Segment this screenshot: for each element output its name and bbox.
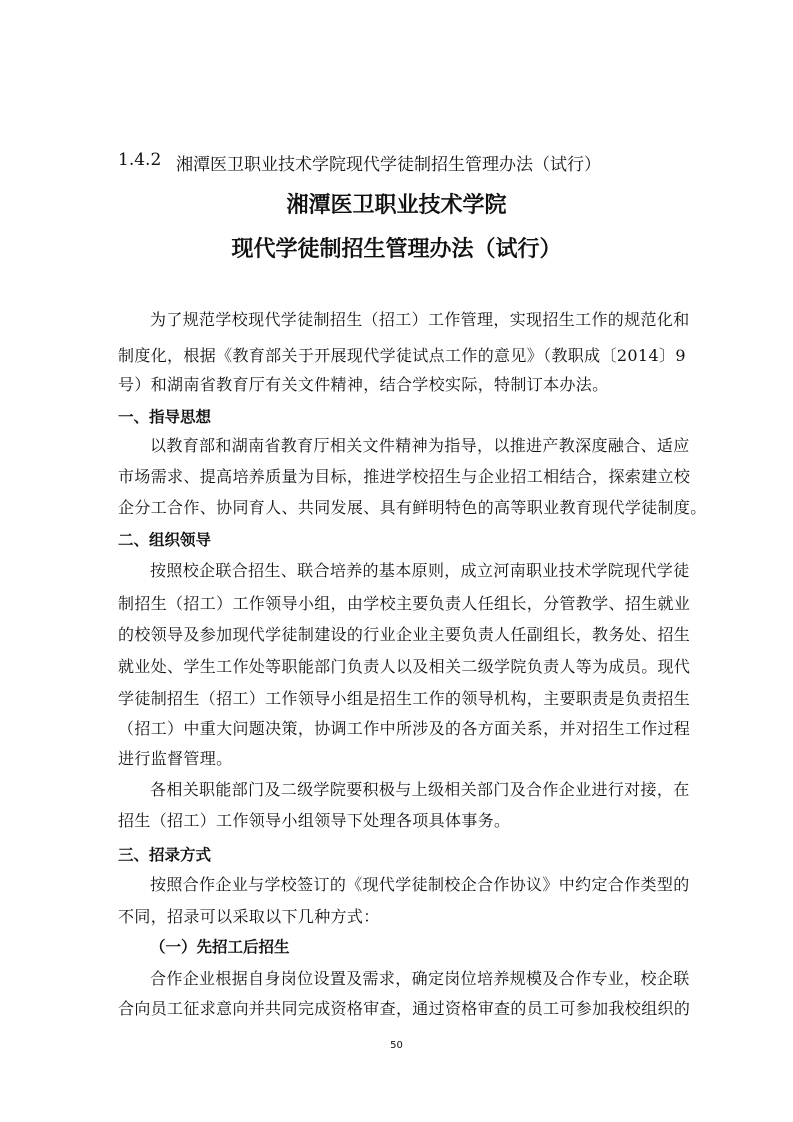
paragraph-line: 合向员工征求意向并共同完成资格审查，通过资格审查的员工可参加我校组织的	[118, 999, 691, 1018]
intro-line: 制度化，根据《教育部关于开展现代学徒试点工作的意见》（教职成〔2014〕9	[118, 346, 686, 365]
subsection-heading: （一）先招工后招生	[150, 938, 290, 956]
paragraph-line: 按照校企联合招生、联合培养的基本原则，成立河南职业技术学院现代学徒	[150, 561, 690, 580]
paragraph-line: 以教育部和湖南省教育厅相关文件精神为指导，以推进产教深度融合、适应	[150, 436, 690, 455]
section-heading-organization: 二、组织领导	[118, 531, 212, 549]
intro-line: 为了规范学校现代学徒制招生（招工）工作管理，实现招生工作的规范化和	[150, 310, 690, 329]
intro-line: 号）和湖南省教育厅有关文件精神，结合学校实际，特制订本办法。	[118, 375, 609, 394]
paragraph-line: 不同，招录可以采取以下几种方式：	[118, 907, 380, 926]
paragraph-line: 就业处、学生工作处等职能部门负责人以及相关二级学院负责人等为成员。现代	[118, 657, 691, 676]
paragraph-line: 制招生（招工）工作领导小组，由学校主要负责人任组长，分管教学、招生就业	[118, 594, 691, 613]
section-number: 1.4.2	[118, 150, 162, 170]
document-title-line-1: 湘潭医卫职业技术学院	[286, 193, 507, 218]
section-title: 湘潭医卫职业技术学院现代学徒制招生管理办法（试行）	[176, 155, 601, 175]
page-number: 50	[390, 1040, 403, 1051]
paragraph-line: 企分工合作、协同育人、共同发展、具有鲜明特色的高等职业教育现代学徒制度。	[118, 498, 707, 517]
paragraph-line: 各相关职能部门及二级学院要积极与上级相关部门及合作企业进行对接，在	[150, 780, 690, 799]
document-title-line-2: 现代学徒制招生管理办法（试行）	[231, 237, 562, 262]
section-heading-guiding-ideology: 一、指导思想	[118, 408, 212, 426]
paragraph-line: 市场需求、提高培养质量为目标，推进学校招生与企业招工相结合，探索建立校	[118, 467, 691, 486]
section-heading-admission-methods: 三、招录方式	[118, 846, 212, 864]
paragraph-line: 合作企业根据自身岗位设置及需求，确定岗位培养规模及合作专业，校企联	[150, 969, 690, 988]
paragraph-line: 按照合作企业与学校签订的《现代学徒制校企合作协议》中约定合作类型的	[150, 875, 690, 894]
paragraph-line: 的校领导及参加现代学徒制建设的行业企业主要负责人任副组长，教务处、招生	[118, 625, 691, 644]
paragraph-line: 学徒制招生（招工）工作领导小组是招生工作的领导机构，主要职责是负责招生	[118, 689, 691, 708]
paragraph-line: 进行监督管理。	[118, 749, 233, 768]
paragraph-line: 招生（招工）工作领导小组领导下处理各项具体事务。	[118, 811, 511, 830]
paragraph-line: （招工）中重大问题决策，协调工作中所涉及的各方面关系，并对招生工作过程	[118, 719, 691, 738]
